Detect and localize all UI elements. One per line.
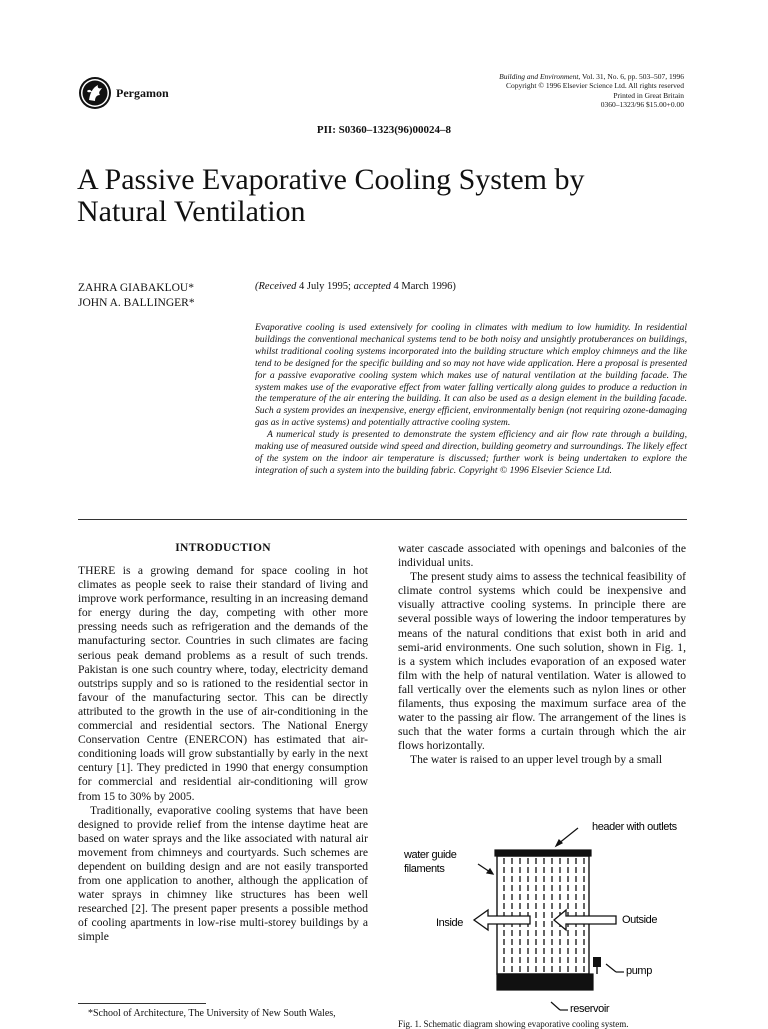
intro-paragraph-1: THERE is a growing demand for space cooling in hot climates as people seek to raise their standard of living and improve work performance, resulting in an increasing demand for energy during the day, competing with other more pressing needs such as refrigeration and the demands of the manufacturing sector. Countries in such climates are facing serious peak demand problems as a result of such trends. Pakistan is one such country where, today, electricity demand outstrips supply and so is rationed to the residential sector in favour of the manufacturing sector. This can be directly attributed to the growth in the use of air-conditioning in the commercial and residential sectors. The National Energy Conservation Centre (ENERCON) has estimated that air-conditioning loads will grow substantially by early in the next century [1]. They predicted in 1990 that energy consumption for commercial and residential air-conditioning will grow from 15 to 30% by 2005. — [78, 564, 368, 803]
right-column — [398, 542, 686, 768]
received-year: 1995; — [327, 281, 351, 292]
pump-leader — [606, 964, 616, 972]
pegasus-tree-logo-icon — [78, 76, 112, 110]
author-2: JOHN A. BALLINGER* — [78, 297, 195, 309]
publisher-name: Pergamon — [116, 86, 169, 100]
filament-frame — [497, 856, 589, 974]
introduction-heading: INTRODUCTION — [175, 542, 271, 554]
abstract-paragraph-1: Evaporative cooling is used extensively for cooling in climates with medium to low humidity. In residential buildings the conventional mechanical systems tend to be both noisy and unsightly protuberances on buildings, whilst traditional cooling systems incorporated into the building structure which employ chimneys and the like tend to be designed for the specific building and so may not have wide application. Here a proposal is presented for a passive evaporative cooling system which makes use of natural ventilation at the building facade. The system makes use of the evaporative effect from water falling vertically along guides to produce a reduction in the temperature of the air entering the building. It can also be used as a design element in the building facade. Such a system provides an inexpensive, energy efficient, environmentally benign (not requiring ozone-damaging gas as in active systems) and potentially attractive cooling system. — [255, 322, 687, 429]
pii-identifier: PII: S0360–1323(96)00024–8 — [316, 124, 452, 136]
paper-title-line-1: A Passive Evaporative Cooling System by — [77, 163, 585, 196]
left-column — [78, 564, 368, 945]
abstract-paragraph-2: A numerical study is presented to demonstrate the system efficiency and air flow rate through a building, making use of measured outside wind speed and direction, building geometry and surroundings. The likely effect of the system on the indoor air temperature is discussed; further work is being undertaken to explore the integration of such a system into the building fabric. Copyright © 1996 Elsevier Science Ltd. — [255, 429, 687, 476]
received-date: 4 July — [299, 281, 325, 292]
section-divider — [78, 519, 687, 520]
accepted-year: 1996) — [431, 281, 456, 292]
figure-1-cooling-system-diagram — [398, 812, 698, 1024]
printed-line: Printed in Great Britain — [613, 90, 684, 100]
label-outside: Outside — [622, 914, 658, 926]
label-pump: pump — [626, 965, 652, 977]
journal-title: Building and Environment — [499, 72, 579, 81]
author-affiliation-footnote: *School of Architecture, The University of New South Wales, — [88, 1008, 336, 1019]
copyright-line: Copyright © 1996 Elsevier Science Ltd. All rights reserved — [506, 81, 684, 91]
intro-paragraph-5: The water is raised to an upper level trough by a small — [410, 753, 663, 767]
water-guide-filaments — [504, 858, 584, 972]
author-list — [78, 281, 195, 311]
header-trough — [495, 850, 591, 856]
accepted-label: accepted — [353, 281, 391, 292]
intro-paragraph-3: water cascade associated with openings and balconies of the individual units. — [398, 542, 686, 570]
reservoir-tank — [497, 974, 593, 990]
pump-box — [593, 957, 601, 967]
inside-air-arrow — [474, 910, 530, 930]
label-header-with-outlets: header with outlets — [592, 821, 677, 833]
accepted-date: 4 March — [393, 281, 429, 292]
label-water-guide: water guide — [404, 849, 457, 861]
footnote-divider — [78, 1003, 206, 1004]
label-inside: Inside — [436, 917, 463, 929]
paper-title-line-2: Natural Ventilation — [77, 195, 306, 228]
author-1: ZAHRA GIABAKLOU* — [78, 282, 194, 294]
price-code-line: 0360–1323/96 $15.00+0.00 — [600, 99, 684, 109]
outside-air-arrow — [554, 910, 616, 930]
label-filaments: filaments — [404, 863, 445, 875]
journal-volume: , Vol. 31, No. 6, pp. 503–507, 1996 — [578, 72, 684, 81]
received-dates — [255, 281, 456, 292]
journal-citation — [384, 72, 684, 109]
intro-paragraph-2: Traditionally, evaporative cooling systems that have been designed to provide relief from the intense daytime heat are based on water sprays and the like associated with natural air movement from chimneys and courtyards. Such schemes are dependent on building design and are not easily transported from one application to another, although the application of water sprays in chimney like structures has been well researched [2]. The present paper presents a possible method of cooling apartments in low-rise multi-storey buildings by a simple — [78, 803, 368, 944]
label-reservoir: reservoir — [570, 1003, 610, 1015]
received-label: (Received — [255, 281, 297, 292]
abstract — [255, 322, 687, 477]
paper-title — [77, 164, 717, 228]
figure-1-caption: Fig. 1. Schematic diagram showing evaporative cooling system. — [398, 1019, 629, 1029]
reservoir-leader — [551, 1002, 560, 1010]
intro-paragraph-4: The present study aims to assess the technical feasibility of climate control systems which could be inexpensive and visually attractive cooling systems. In principle there are several possible ways of lowering the indoor temperatures by means of the natural conditions that exist both in arid and semi-arid environments. One such solution, shown in Fig. 1, is a system which includes evaporation of an exposed water film with the help of natural ventilation. Water is allowed to fall vertically over the elements such as nylon lines or other filaments, thus exposing the maximum surface area of the water to the passing air flow. The arrangement of the lines is such that the water forms a curtain through which the air flows horizontally. — [398, 570, 686, 753]
